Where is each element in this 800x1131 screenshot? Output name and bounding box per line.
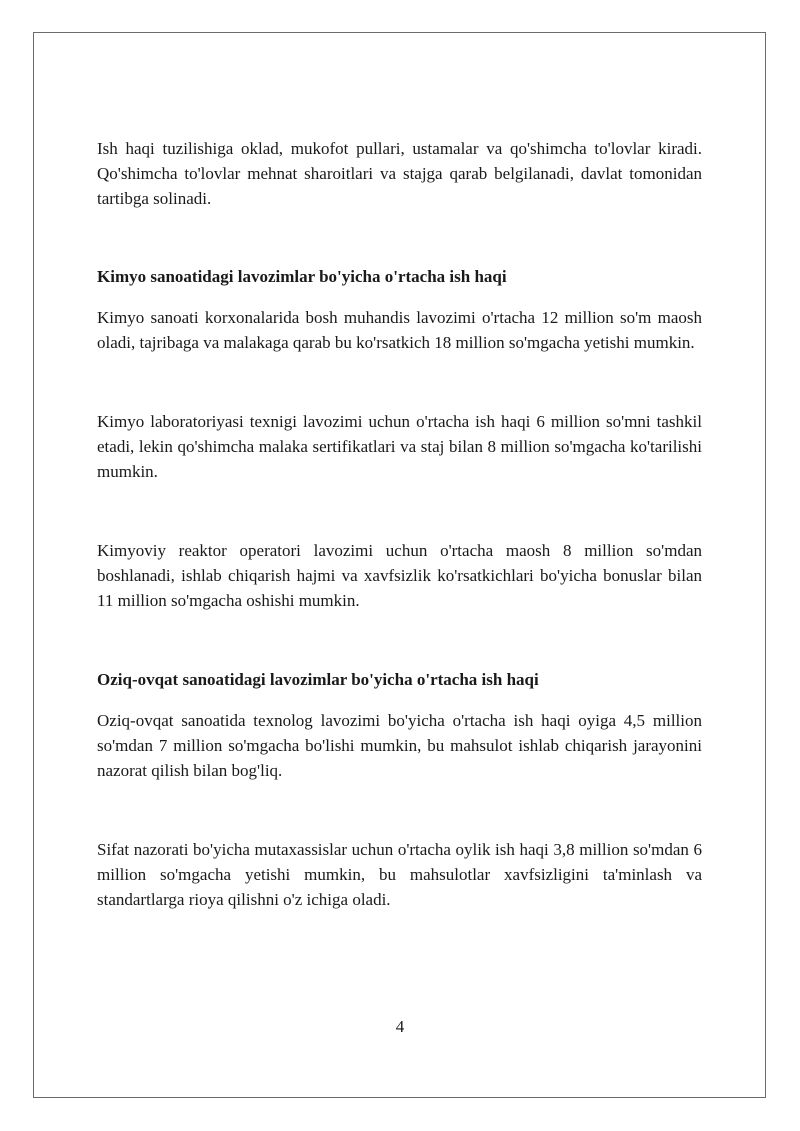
- paragraph-lab-technician: Kimyo laboratoriyasi texnigi lavozimi uchun o'rtacha ish haqi 6 million so'mni tashkil etadi, lekin qo'shimcha malaka sertifikatlari va staj bilan 8 million so'mgacha ko'tarilishi mumkin.: [97, 412, 702, 481]
- section-food-industry: [97, 667, 702, 912]
- paragraph-quality-control: Sifat nazorati bo'yicha mutaxassislar uchun o'rtacha oylik ish haqi 3,8 million so'mdan 6 million so'mgacha yetishi mumkin, bu mahsulotlar xavfsizligini ta'minlash va standartlarga rioya qilishni o'z ichiga oladi.: [97, 840, 702, 909]
- section-chemical-industry: [97, 264, 702, 613]
- section-heading-food: Oziq-ovqat sanoatidagi lavozimlar bo'yicha o'rtacha ish haqi: [97, 670, 539, 689]
- page-content: [97, 136, 702, 912]
- paragraph-reactor-operator: Kimyoviy reaktor operatori lavozimi uchun o'rtacha maosh 8 million so'mdan boshlanadi, ishlab chiqarish hajmi va xavfsizlik ko'rsatkichlari bo'yicha bonuslar bilan 11 million so'mgacha oshishi mumkin.: [97, 541, 702, 610]
- section-heading-chemical: Kimyo sanoatidagi lavozimlar bo'yicha o'rtacha ish haqi: [97, 267, 507, 286]
- page-number: 4: [395, 1017, 405, 1036]
- paragraph-chief-engineer: Kimyo sanoati korxonalarida bosh muhandis lavozimi o'rtacha 12 million so'm maosh oladi, tajribaga va malakaga qarab bu ko'rsatkich 18 million so'mgacha yetishi mumkin.: [97, 308, 702, 352]
- intro-paragraph: Ish haqi tuzilishiga oklad, mukofot pullari, ustamalar va qo'shimcha to'lovlar kiradi. Qo'shimcha to'lovlar mehnat sharoitlari va stajga qarab belgilanadi, davlat tomonidan tartibga solinadi.: [97, 139, 702, 208]
- paragraph-technologist: Oziq-ovqat sanoatida texnolog lavozimi bo'yicha o'rtacha ish haqi oyiga 4,5 million so'mdan 7 million so'mgacha bo'lishi mumkin, bu mahsulot ishlab chiqarish jarayonini nazorat qilish bilan bog'liq.: [97, 711, 702, 780]
